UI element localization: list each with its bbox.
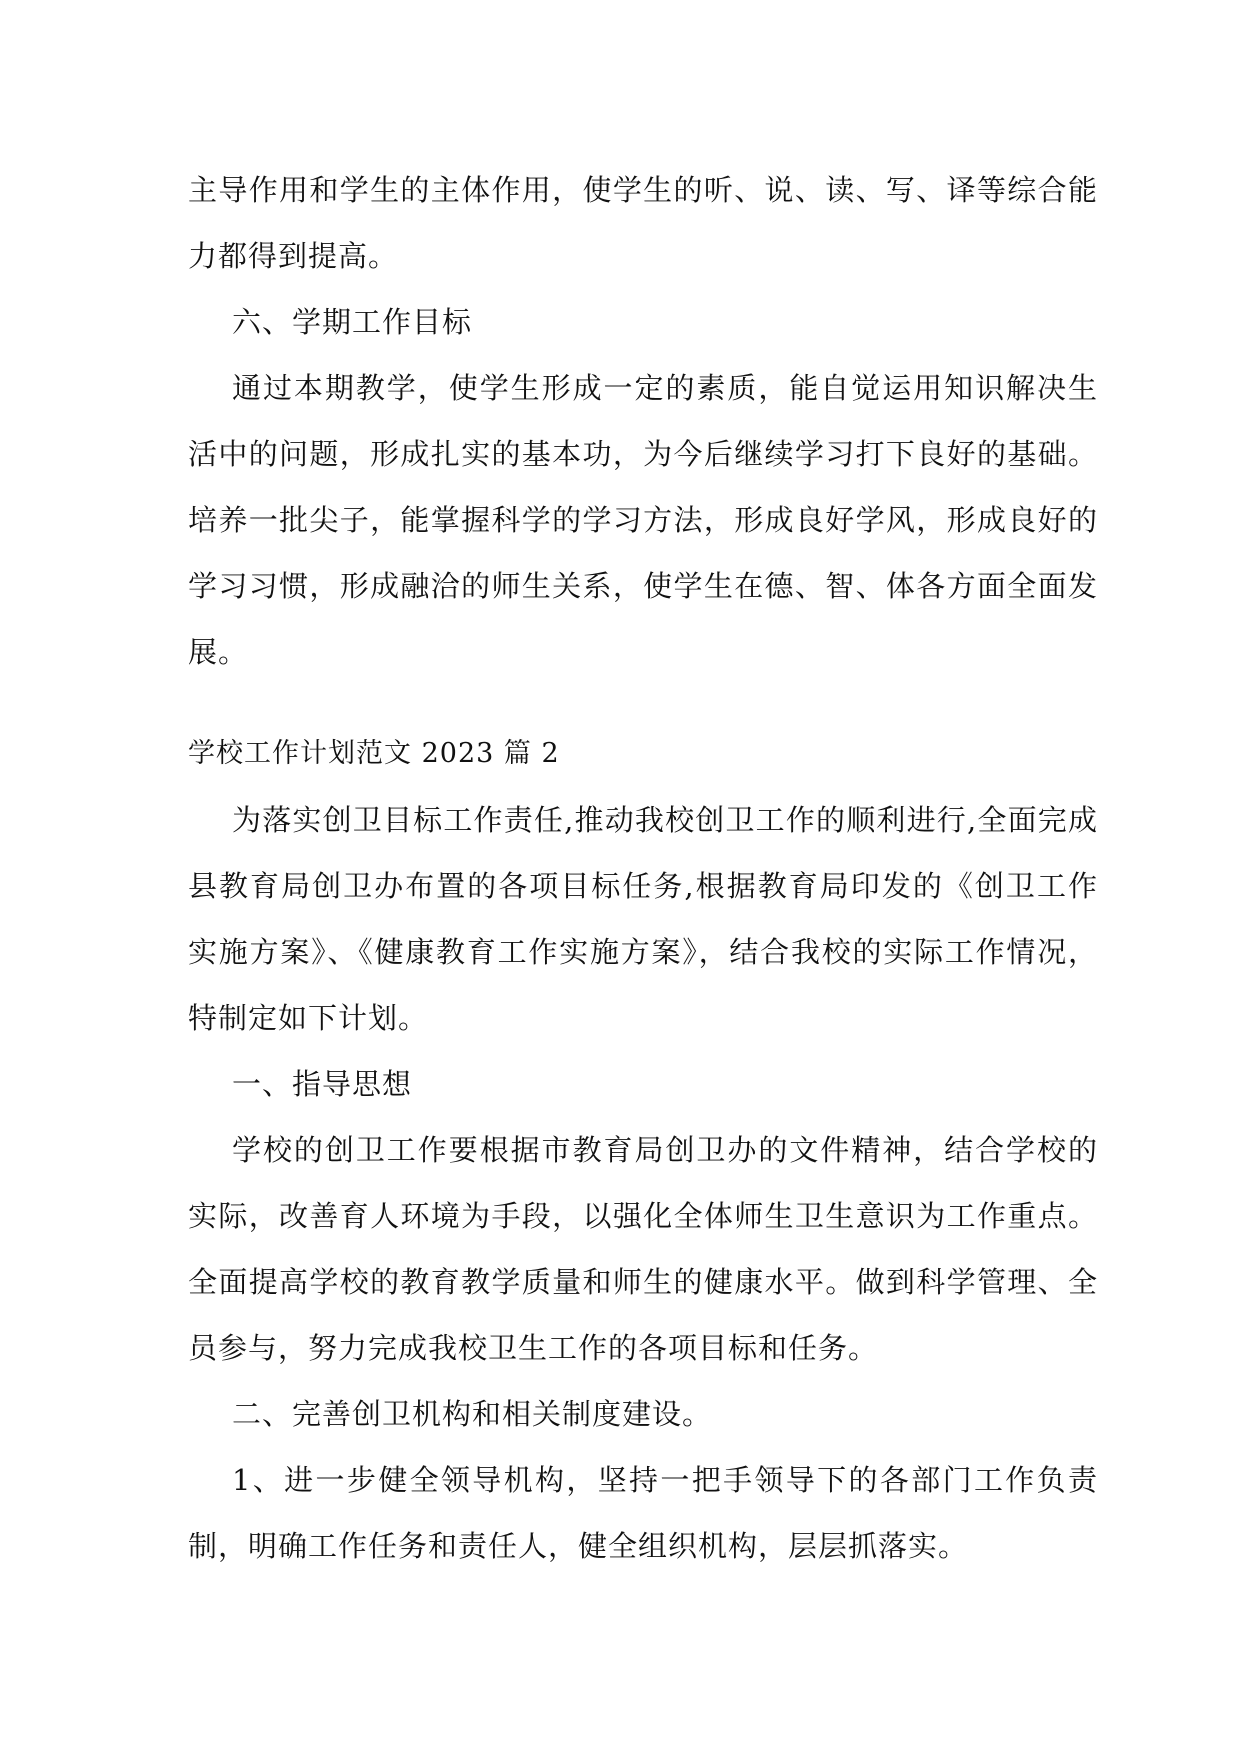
paragraph-semester-goals: 通过本期教学，使学生形成一定的素质，能自觉运用知识解决生活中的问题，形成扎实的基本功，为今后继续学习打下良好的基础。培养一批尖子，能掌握科学的学习方法，形成良好学风，形成良好的学习习惯，形成融洽的师生关系，使学生在德、智、体各方面全面发展。 [188, 371, 1098, 669]
paragraph-guiding-thought: 学校的创卫工作要根据市教育局创卫办的文件精神，结合学校的实际，改善育人环境为手段，以强化全体师生卫生意识为工作重点。全面提高学校的教育教学质量和师生的健康水平。做到科学管理、全员参与，努力完成我校卫生工作的各项目标和任务。 [188, 1133, 1098, 1365]
paragraph-intro: 为落实创卫目标工作责任,推动我校创卫工作的顺利进行,全面完成县教育局创卫办布置的各项目标任务,根据教育局印发的《创卫工作实施方案》、《健康教育工作实施方案》，结合我校的实际工作情况，特制定如下计划。 [188, 803, 1098, 1035]
section-heading-guiding-thought: 一、指导思想 [232, 1067, 413, 1101]
paragraph-organization-item-1: 1、进一步健全领导机构，坚持一把手领导下的各部门工作负责制，明确工作任务和责任人，健全组织机构，层层抓落实。 [188, 1463, 1098, 1563]
section-heading-organization: 二、完善创卫机构和相关制度建设。 [232, 1397, 713, 1431]
document-body [188, 157, 1098, 1579]
paragraph-continued: 主导作用和学生的主体作用，使学生的听、说、读、写、译等综合能力都得到提高。 [188, 173, 1098, 273]
article-title: 学校工作计划范文 2023 篇 2 [188, 738, 560, 769]
section-heading-semester-goals: 六、学期工作目标 [232, 305, 473, 339]
